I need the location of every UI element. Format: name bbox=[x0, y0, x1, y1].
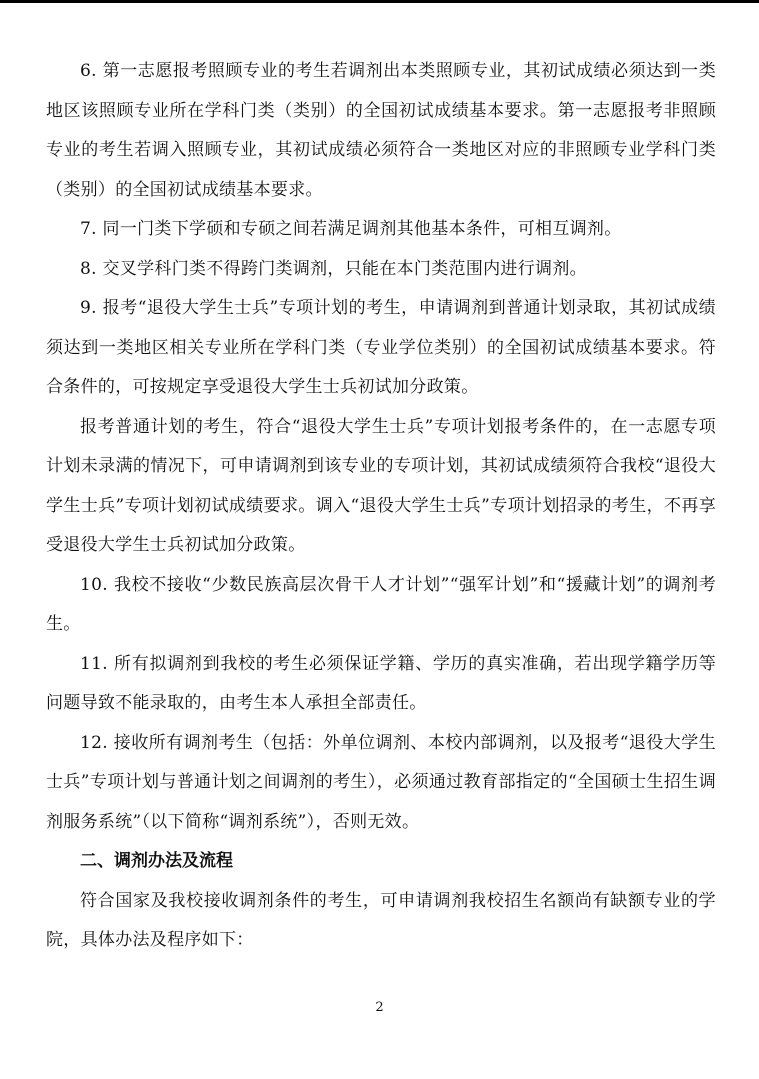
paragraph-item-12: 12. 接收所有调剂考生（包括：外单位调剂、本校内部调剂，以及报考“退役大学生士兵”专项计划与普通计划之间调剂的考生），必须通过教育部指定的“全国硕士生招生调剂服务系统”（以下简称“调剂系统”），否则无效。 bbox=[46, 732, 716, 832]
paragraph-item-11: 11. 所有拟调剂到我校的考生必须保证学籍、学历的真实准确，若出现学籍学历等问题导致不能录取的，由考生本人承担全部责任。 bbox=[46, 653, 716, 713]
paragraph-item-10: 10. 我校不接收“少数民族高层次骨干人才计划”“强军计划”和“援藏计划”的调剂考生。 bbox=[46, 574, 716, 634]
page-number: 2 bbox=[375, 1000, 384, 1015]
paragraph-item-6: 6. 第一志愿报考照顾专业的考生若调剂出本类照顾专业，其初试成绩必须达到一类地区该照顾专业所在学科门类（类别）的全国初试成绩基本要求。第一志愿报考非照顾专业的考生若调入照顾专业，其初试成绩必须符合一类地区对应的非照顾专业学科门类（类别）的全国初试成绩基本要求。 bbox=[46, 61, 716, 200]
top-border-line bbox=[0, 0, 759, 3]
document-page bbox=[46, 52, 716, 961]
paragraph-item-9: 9. 报考“退役大学生士兵”专项计划的考生，申请调剂到普通计划录取，其初试成绩须达到一类地区相关专业所在学科门类（专业学位类别）的全国初试成绩基本要求。符合条件的，可按规定享受退役大学生士兵初试加分政策。 bbox=[46, 298, 716, 397]
section-heading: 二、调剂办法及流程 bbox=[80, 851, 233, 871]
paragraph-item-8: 8. 交叉学科门类不得跨门类调剂，只能在本门类范围内进行调剂。 bbox=[80, 258, 587, 279]
paragraph-item-7: 7. 同一门类下学硕和专硕之间若满足调剂其他基本条件，可相互调剂。 bbox=[80, 219, 622, 239]
paragraph-item-9-continued: 报考普通计划的考生，符合“退役大学生士兵”专项计划报考条件的，在一志愿专项计划未录满的情况下，可申请调剂到该专业的专项计划，其初试成绩须符合我校“退役大学生士兵”专项计划初试成绩要求。调入“退役大学生士兵”专项计划招录的考生，不再享受退役大学生士兵初试加分政策。 bbox=[46, 416, 716, 555]
section-intro-paragraph: 符合国家及我校接收调剂条件的考生，可申请调剂我校招生名额尚有缺额专业的学院，具体办法及程序如下： bbox=[46, 890, 716, 950]
